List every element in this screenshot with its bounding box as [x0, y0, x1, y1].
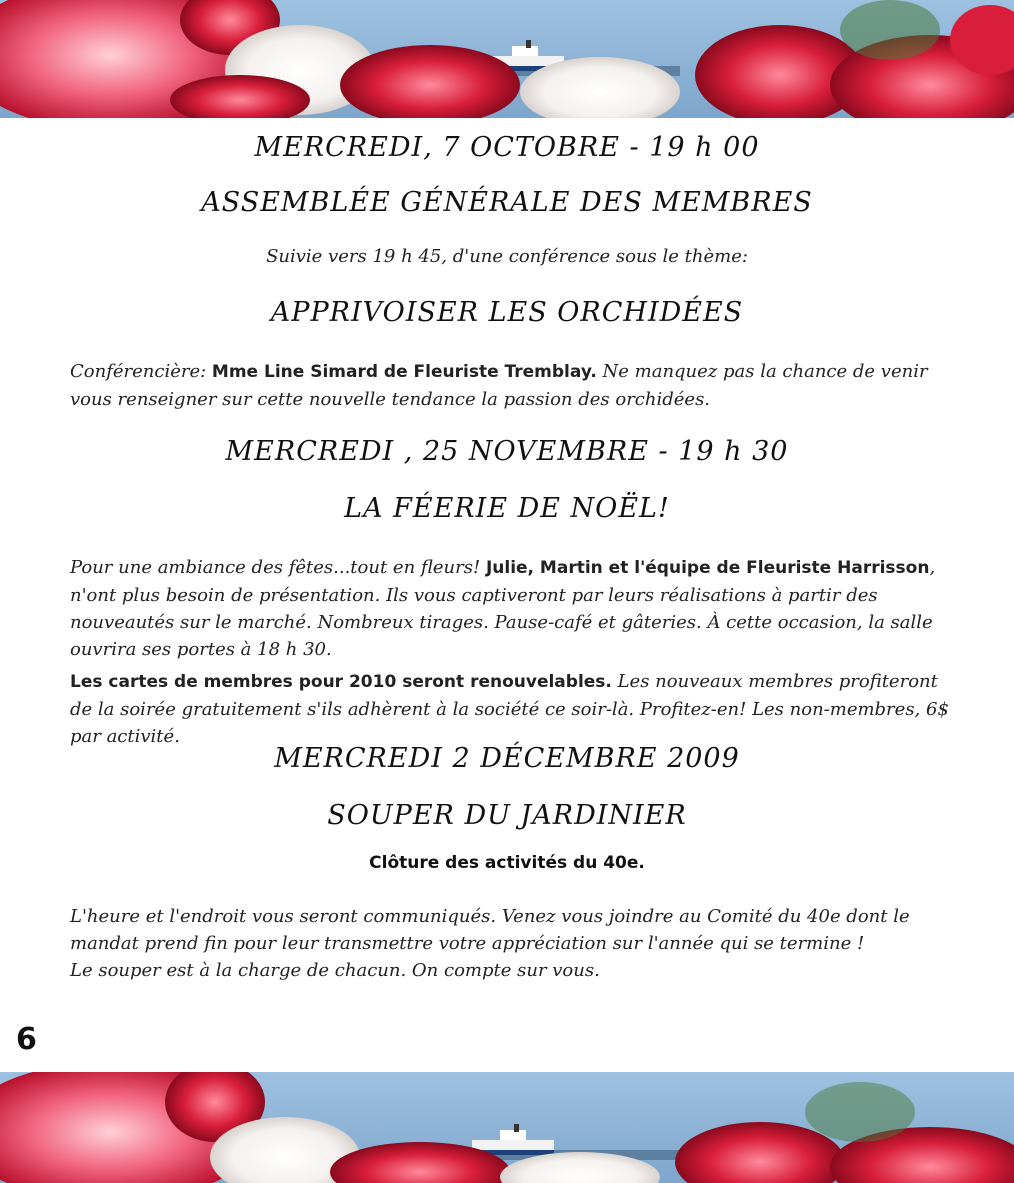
section2-title: LA FÉERIE DE NOËL! [344, 493, 670, 524]
florist-names: Julie, Martin et l'équipe de Fleuriste Harrisson [485, 558, 930, 578]
section3-line3: Le souper est à la charge de chacun. On compte sur vous. [70, 960, 600, 981]
page-content [0, 118, 1014, 1072]
section1-intro: Suivie vers 19 h 45, d'une conférence sous le thème: [266, 246, 748, 267]
section3-line1: L'heure et l'endroit vous seront communiqués. Venez vous joindre au Comité du 40e dont le [70, 906, 910, 927]
speaker-label: Conférencière: [70, 361, 212, 382]
top-flower-banner [0, 0, 1014, 118]
speaker-name: Mme Line Simard de Fleuriste Tremblay. [211, 362, 597, 382]
section3-paragraph [70, 903, 950, 984]
membership-bold: Les cartes de membres pour 2010 seront renouvelables. [70, 672, 612, 692]
section3-date-heading: MERCREDI 2 DÉCEMBRE 2009 [274, 743, 740, 774]
section1-date-heading: MERCREDI, 7 OCTOBRE - 19 h 00 [254, 132, 760, 163]
section3-line2: mandat prend fin pour leur transmettre votre appréciation sur l'année qui se termine ! [70, 933, 865, 954]
section1-theme: APPRIVOISER LES ORCHIDÉES [270, 297, 744, 328]
section3-subtitle: Clôture des activités du 40e. [369, 853, 645, 873]
section2-paragraph-start: Pour une ambiance des fêtes...tout en fleurs! [70, 557, 486, 578]
section2-paragraph [70, 554, 950, 663]
section2-paragraph-text: , n'ont plus besoin de présentation. Ils vous captiveront par leurs réalisations à partir des nouveautés sur le marché. Nombreux tirages. Pause-café et gâteries. À cette occasion, la salle ouvrira ses portes à 18 h 30. [70, 557, 936, 660]
page-number: 6 [16, 1022, 37, 1057]
section1-paragraph [70, 358, 950, 413]
section3-title: SOUPER DU JARDINIER [327, 800, 687, 831]
membership-text: Les nouveaux membres profiteront de la soirée gratuitement s'ils adhèrent à la société ce soir-là. Profitez-en! Les non-membres, 6$ par activité. [70, 671, 949, 747]
bottom-flower-banner [0, 1072, 1014, 1183]
section1-title: ASSEMBLÉE GÉNÉRALE DES MEMBRES [201, 187, 813, 218]
section2-date-heading: MERCREDI , 25 NOVEMBRE - 19 h 30 [225, 436, 789, 467]
membership-paragraph [70, 668, 950, 750]
section1-paragraph-text: Ne manquez pas la chance de venir vous renseigner sur cette nouvelle tendance la passion des orchidées. [70, 361, 928, 410]
